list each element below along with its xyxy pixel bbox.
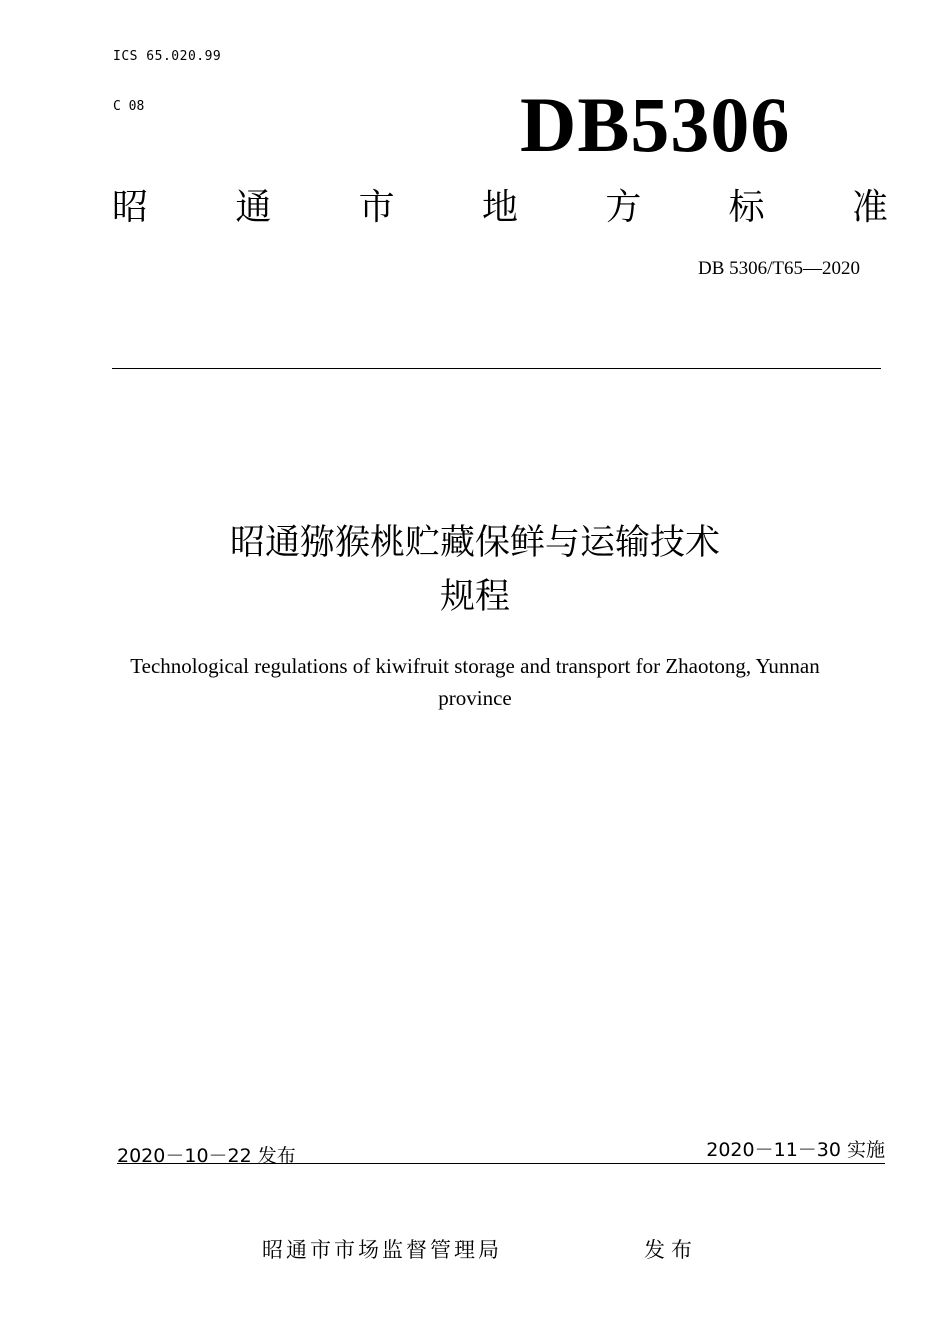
standard-type-char: 标 — [728, 187, 765, 228]
document-title-en — [90, 650, 860, 714]
ics-code: ICS 65.020.99 — [113, 49, 222, 64]
document-title-zh — [100, 516, 850, 624]
standard-type-char: 准 — [851, 187, 888, 228]
standard-type-char: 方 — [605, 187, 642, 228]
ccs-code: C 08 — [113, 99, 145, 114]
standard-type-char: 市 — [358, 187, 395, 228]
title-zh-line-1: 昭通猕猴桃贮藏保鲜与运输技术 — [229, 523, 720, 563]
top-divider — [112, 368, 881, 369]
title-en-line-2: province — [438, 686, 512, 710]
title-en-line-1: Technological regulations of kiwifruit storage and transport for Zhaotong, Yunnan — [130, 654, 820, 678]
title-zh-line-2: 规程 — [439, 577, 510, 617]
issuing-authority: 昭通市市场监督管理局 — [262, 1238, 502, 1262]
standard-type-char: 通 — [235, 187, 272, 228]
bottom-divider — [117, 1163, 885, 1164]
standard-type-heading — [112, 185, 888, 231]
standard-type-char: 地 — [481, 187, 518, 228]
issue-label: 发布 — [644, 1238, 698, 1262]
standard-number: DB 5306/T65—2020 — [697, 258, 860, 279]
publish-date: 2020－10－22 发布 — [117, 1145, 296, 1167]
standard-type-char: 昭 — [112, 187, 149, 228]
implement-date: 2020－11－30 实施 — [706, 1139, 885, 1161]
standard-logo: DB5306 — [520, 81, 791, 168]
